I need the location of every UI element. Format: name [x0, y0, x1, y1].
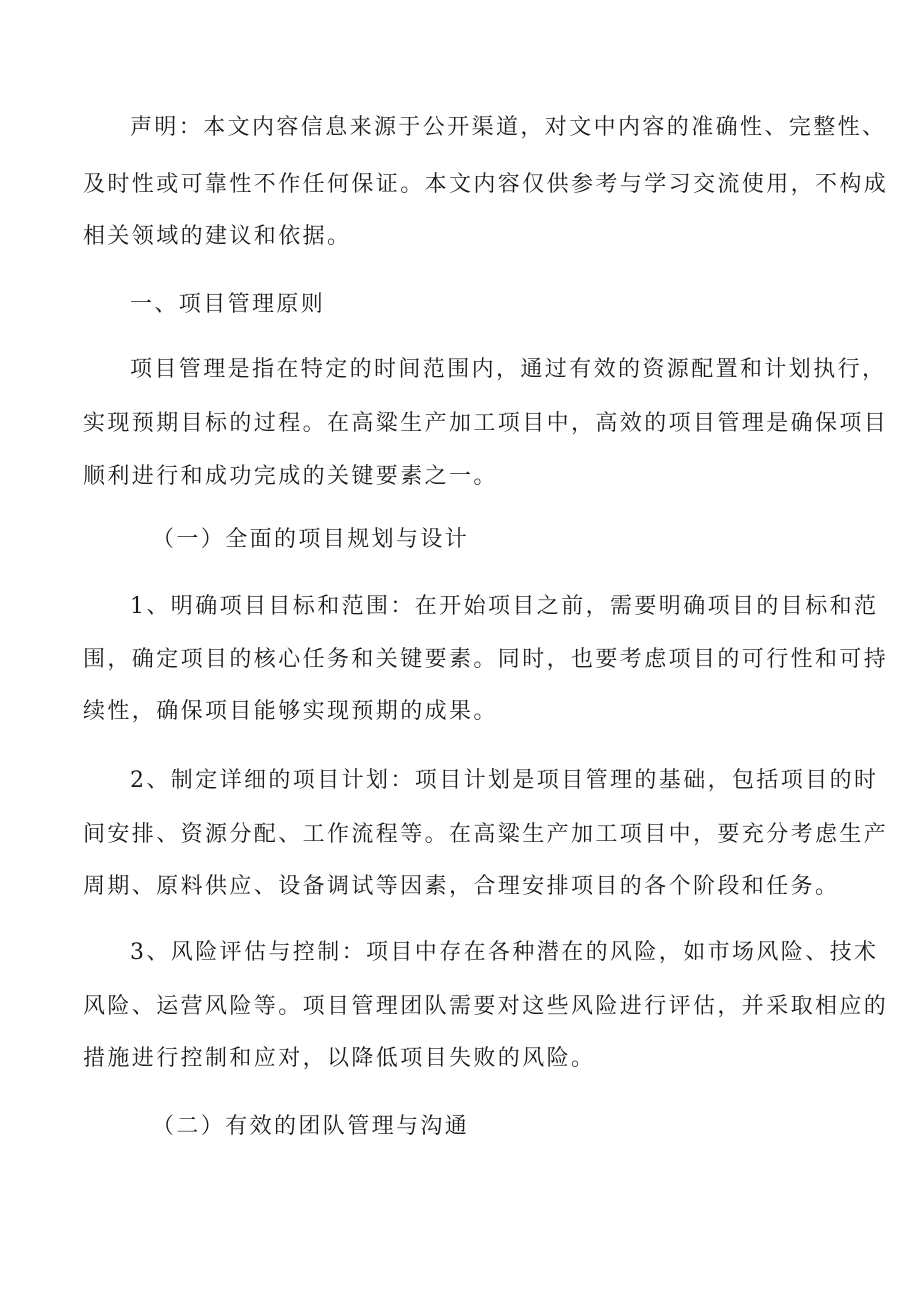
disclaimer-line-3: 相关领域的建议和依据。: [83, 224, 352, 249]
item-2-line-3: 周期、原料供应、设备调试等因素，合理安排项目的各个阶段和任务。: [83, 874, 840, 899]
item-3-line-3: 措施进行控制和应对，以降低项目失败的风险。: [83, 1046, 596, 1071]
item-1-line-2: 围，确定项目的核心任务和关键要素。同时，也要考虑项目的可行性和可持: [83, 647, 889, 672]
disclaimer-line-2: 及时性或可靠性不作任何保证。本文内容仅供参考与学习交流使用，不构成: [83, 172, 889, 197]
item-2-line-2: 间安排、资源分配、工作流程等。在高粱生产加工项目中，要充分考虑生产: [83, 822, 889, 847]
subsection-heading-planning-design: （一）全面的项目规划与设计: [152, 527, 470, 552]
disclaimer-line-1: 声明：本文内容信息来源于公开渠道，对文中内容的准确性、完整性、: [130, 115, 887, 140]
item-1-line-3: 续性，确保项目能够实现预期的成果。: [83, 699, 498, 724]
intro-line-3: 顺利进行和成功完成的关键要素之一。: [83, 464, 498, 489]
intro-line-1: 项目管理是指在特定的时间范围内，通过有效的资源配置和计划执行，: [130, 357, 887, 382]
subsection-heading-team-management: （二）有效的团队管理与沟通: [152, 1114, 470, 1139]
section-heading-project-management-principles: 一、项目管理原则: [130, 292, 326, 317]
item-3-line-1: 3、风险评估与控制：项目中存在各种潜在的风险，如市场风险、技术: [130, 940, 879, 965]
item-3-line-2: 风险、运营风险等。项目管理团队需要对这些风险进行评估，并采取相应的: [83, 994, 889, 1019]
item-2-line-1: 2、制定详细的项目计划：项目计划是项目管理的基础，包括项目的时: [130, 768, 879, 793]
item-1-line-1: 1、明确项目目标和范围：在开始项目之前，需要明确项目的目标和范: [130, 594, 879, 619]
intro-line-2: 实现预期目标的过程。在高粱生产加工项目中，高效的项目管理是确保项目: [83, 411, 889, 436]
